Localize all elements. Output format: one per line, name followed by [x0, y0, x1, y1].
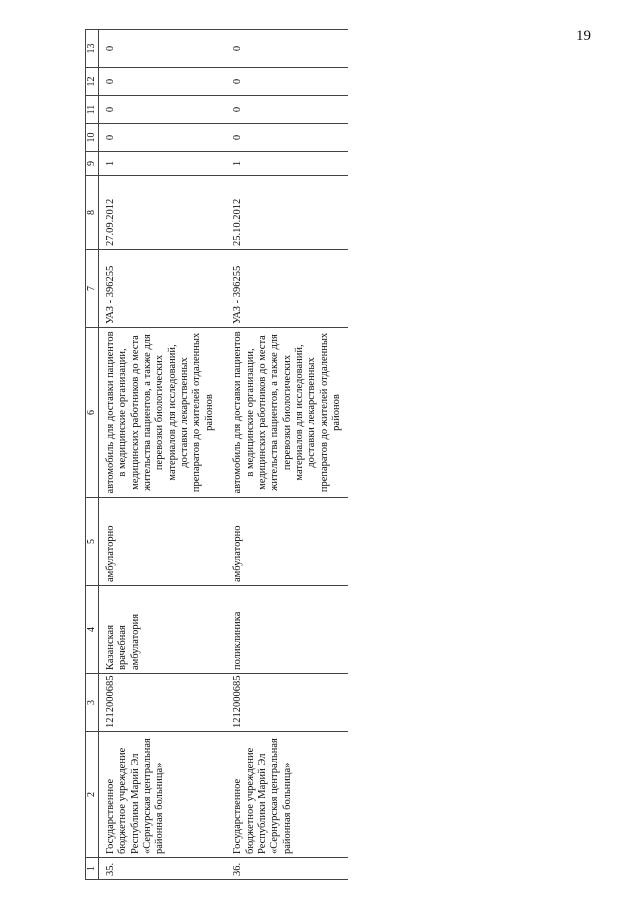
header-cell: 6 [86, 328, 99, 498]
organization-name: Государственное бюджетное учреждение Республики Марий Эл «Сернурская центральная районная больница» [98, 732, 222, 858]
cell-col13: 0 [222, 30, 347, 68]
header-cell: 7 [86, 250, 99, 328]
cell-col11: 0 [98, 96, 222, 124]
cell-col11: 0 [222, 96, 347, 124]
header-row [86, 30, 99, 880]
header-cell: 11 [86, 96, 99, 124]
unit-name: поликлиника [222, 586, 347, 674]
page-number: 19 [576, 28, 591, 44]
cell-col12: 0 [222, 68, 347, 96]
header-cell: 4 [86, 586, 99, 674]
header-cell: 10 [86, 124, 99, 152]
vehicle-model: УАЗ - 396255 [98, 250, 222, 328]
cell-col10: 0 [222, 124, 347, 152]
header-cell: 5 [86, 498, 99, 586]
vehicle-purpose: автомобиль для доставки пациентов в медицинские организации, медицинских работников до места жительства пациентов, а также для перевозки биологических материалов для исследований, доставки лекарственных препаратов до жителей отдаленных районов [98, 328, 222, 498]
care-type: амбулаторно [98, 498, 222, 586]
header-cell: 13 [86, 30, 99, 68]
cell-col9: 1 [222, 152, 347, 176]
header-cell: 9 [86, 152, 99, 176]
header-cell: 12 [86, 68, 99, 96]
header-cell: 1 [86, 858, 99, 880]
vehicle-model: УАЗ - 396255 [222, 250, 347, 328]
cell-col9: 1 [98, 152, 222, 176]
organization-name: Государственное бюджетное учреждение Республики Марий Эл «Сернурская центральная районная больница» [222, 732, 347, 858]
registration-date: 25.10.2012 [222, 176, 347, 250]
cell-col13: 0 [98, 30, 222, 68]
header-cell: 3 [86, 674, 99, 732]
organization-code: 1212000685 [98, 674, 222, 732]
organization-code: 1212000685 [222, 674, 347, 732]
cell-col12: 0 [98, 68, 222, 96]
vehicle-table [85, 29, 348, 880]
table-row [98, 30, 222, 880]
row-number: 35. [98, 858, 222, 880]
unit-name: Казанская врачебная амбулатория [98, 586, 222, 674]
rotated-table-wrapper [85, 30, 348, 880]
table-row [222, 30, 347, 880]
registration-date: 27.09.2012 [98, 176, 222, 250]
vehicle-purpose: автомобиль для доставки пациентов в медицинские организации, медицинских работников до места жительства пациентов, а также для перевозки биологических материалов для исследований, доставки лекарственных препаратов до жителей отдаленных районов [222, 328, 347, 498]
header-cell: 2 [86, 732, 99, 858]
care-type: амбулаторно [222, 498, 347, 586]
cell-col10: 0 [98, 124, 222, 152]
header-cell: 8 [86, 176, 99, 250]
row-number: 36. [222, 858, 347, 880]
